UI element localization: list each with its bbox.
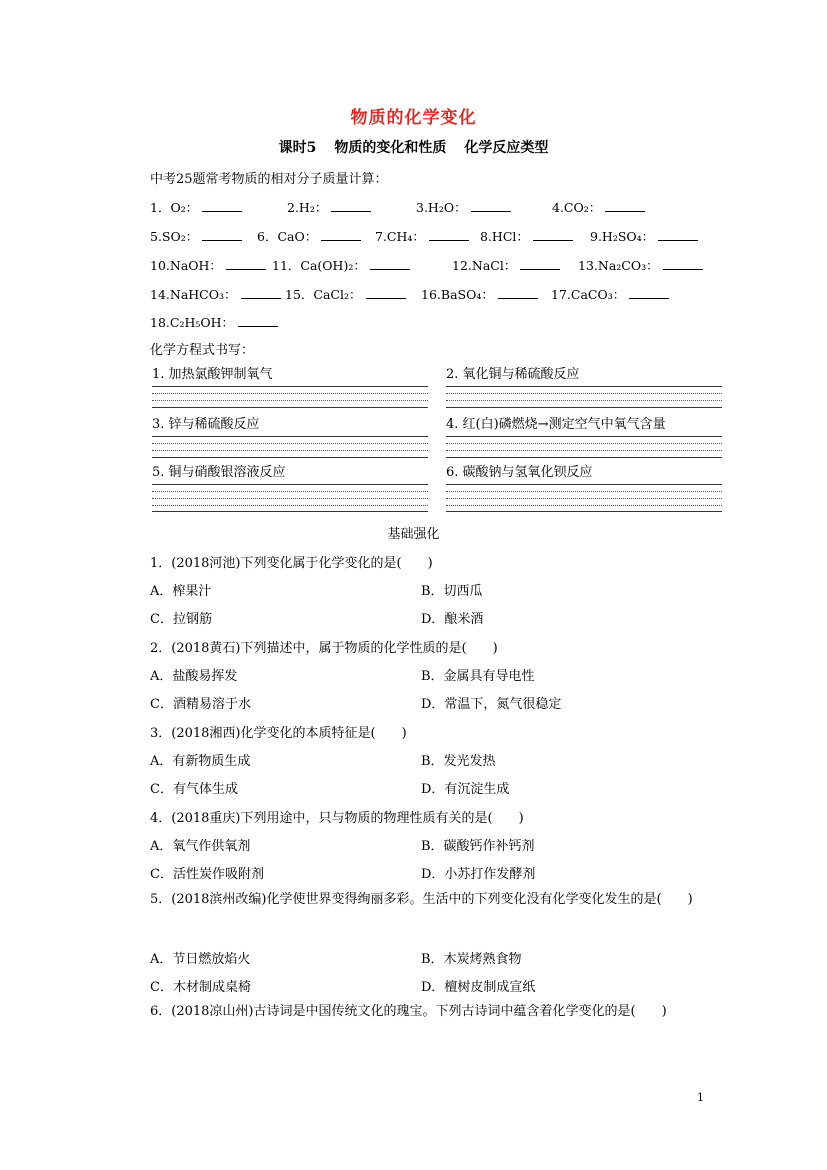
option-a[interactable]: A．盐酸易挥发 — [150, 669, 238, 684]
answer-blank[interactable] — [370, 257, 410, 270]
mass-item: 18.C₂H₅OH： — [150, 313, 278, 331]
answer-blank[interactable] — [663, 257, 703, 270]
mass-item: 7.CH₄： — [375, 227, 469, 245]
option-b[interactable]: B．碳酸钙作补钙剂 — [421, 839, 535, 854]
equation-label: 4. 红(白)磷燃烧→测定空气中氧气含量 — [446, 417, 666, 432]
equation-intro: 化学方程式书写： — [150, 343, 255, 358]
lesson-topic-1: 物质的变化和性质 — [334, 140, 447, 156]
answer-blank[interactable] — [471, 199, 511, 212]
option-a[interactable]: A．有新物质生成 — [150, 754, 251, 769]
equation-4 — [446, 416, 722, 434]
mass-item: 4.CO₂： — [552, 198, 645, 216]
mass-item: 9.H₂SO₄： — [590, 227, 698, 245]
option-d[interactable]: D．有沉淀生成 — [421, 782, 510, 797]
answer-blank[interactable] — [241, 286, 281, 299]
mass-item: 8.HCl： — [480, 227, 573, 245]
page-number: 1 — [697, 1091, 704, 1104]
section-title: 基础强化 — [387, 527, 440, 542]
question-2-stem: 2．(2018黄石)下列描述中，属于物质的化学性质的是( ) — [150, 641, 498, 656]
option-d[interactable]: D．常温下，氮气很稳定 — [421, 697, 562, 712]
mass-item: 17.CaCO₃： — [551, 285, 669, 303]
equation-6 — [446, 464, 722, 482]
answer-blank[interactable] — [658, 228, 698, 241]
equation-2 — [446, 366, 722, 384]
option-a[interactable]: A．节日燃放焰火 — [150, 952, 251, 967]
answer-blank[interactable] — [498, 286, 538, 299]
answer-blank[interactable] — [629, 286, 669, 299]
answer-blank[interactable] — [533, 228, 573, 241]
mass-item: 12.NaCl： — [452, 256, 560, 274]
option-b[interactable]: B．发光发热 — [421, 754, 496, 769]
option-a[interactable]: A．氧气作供氧剂 — [150, 839, 251, 854]
page-title: 物质的化学变化 — [350, 108, 477, 128]
equation-3 — [152, 416, 428, 434]
mass-item: 11．Ca(OH)₂： — [272, 256, 410, 274]
answer-blank[interactable] — [202, 199, 242, 212]
option-b[interactable]: B．金属具有导电性 — [421, 669, 535, 684]
mass-item: 5.SO₂： — [150, 227, 242, 245]
option-d[interactable]: D．酿米酒 — [421, 612, 484, 627]
answer-blank[interactable] — [321, 228, 361, 241]
equation-5 — [152, 464, 428, 482]
lesson-number: 课时5 — [278, 140, 317, 156]
question-3-stem: 3．(2018湘西)化学变化的本质特征是( ) — [150, 726, 407, 741]
equation-label: 5. 铜与硝酸银溶液反应 — [152, 465, 286, 480]
mass-item: 15．CaCl₂： — [285, 285, 406, 303]
equation-1 — [152, 366, 428, 384]
equation-label: 1. 加热氯酸钾制氧气 — [152, 367, 273, 382]
mass-item: 3.H₂O： — [416, 198, 511, 216]
option-b[interactable]: B．木炭烤熟食物 — [421, 952, 522, 967]
option-c[interactable]: C．酒精易溶于水 — [150, 697, 251, 712]
answer-blank[interactable] — [429, 228, 469, 241]
lesson-topic-2: 化学反应类型 — [464, 140, 549, 156]
mass-item: 2.H₂： — [287, 198, 371, 216]
mass-item: 14.NaHCO₃： — [150, 285, 281, 303]
option-a[interactable]: A．榨果汁 — [150, 584, 212, 599]
option-c[interactable]: C．拉钢筋 — [150, 612, 212, 627]
answer-blank[interactable] — [520, 257, 560, 270]
question-1-stem: 1．(2018河池)下列变化属于化学变化的是( ) — [150, 556, 433, 571]
mass-intro: 中考25题常考物质的相对分子质量计算： — [150, 172, 388, 187]
answer-blank[interactable] — [226, 257, 266, 270]
option-d[interactable]: D．檀树皮制成宣纸 — [421, 980, 536, 995]
question-6-stem: 6．(2018凉山州)古诗词是中国传统文化的瑰宝。下列古诗词中蕴含着化学变化的是( ) — [150, 1004, 667, 1019]
mass-item: 1．O₂： — [150, 198, 242, 216]
answer-blank[interactable] — [202, 228, 242, 241]
option-c[interactable]: C．活性炭作吸附剂 — [150, 867, 264, 882]
answer-blank[interactable] — [331, 199, 371, 212]
mass-item: 6．CaO： — [257, 227, 361, 245]
question-4-stem: 4．(2018重庆)下列用途中，只与物质的物理性质有关的是( ) — [150, 811, 524, 826]
question-5-stem: 5．(2018滨州改编)化学使世界变得绚丽多彩。生活中的下列变化没有化学变化发生的是( ) — [150, 892, 693, 907]
answer-blank[interactable] — [605, 199, 645, 212]
equation-label: 6. 碳酸钠与氢氧化钡反应 — [446, 465, 593, 480]
equation-label: 3. 锌与稀硫酸反应 — [152, 417, 260, 432]
mass-item: 10.NaOH： — [150, 256, 266, 274]
equation-label: 2. 氧化铜与稀硫酸反应 — [446, 367, 580, 382]
option-b[interactable]: B．切西瓜 — [421, 584, 483, 599]
answer-blank[interactable] — [238, 314, 278, 327]
option-c[interactable]: C．有气体生成 — [150, 782, 238, 797]
mass-item: 13.Na₂CO₃： — [578, 256, 703, 274]
answer-blank[interactable] — [366, 286, 406, 299]
mass-item: 16.BaSO₄： — [421, 285, 538, 303]
option-d[interactable]: D．小苏打作发酵剂 — [421, 867, 536, 882]
lesson-subtitle — [0, 137, 827, 157]
option-c[interactable]: C．木材制成桌椅 — [150, 980, 251, 995]
